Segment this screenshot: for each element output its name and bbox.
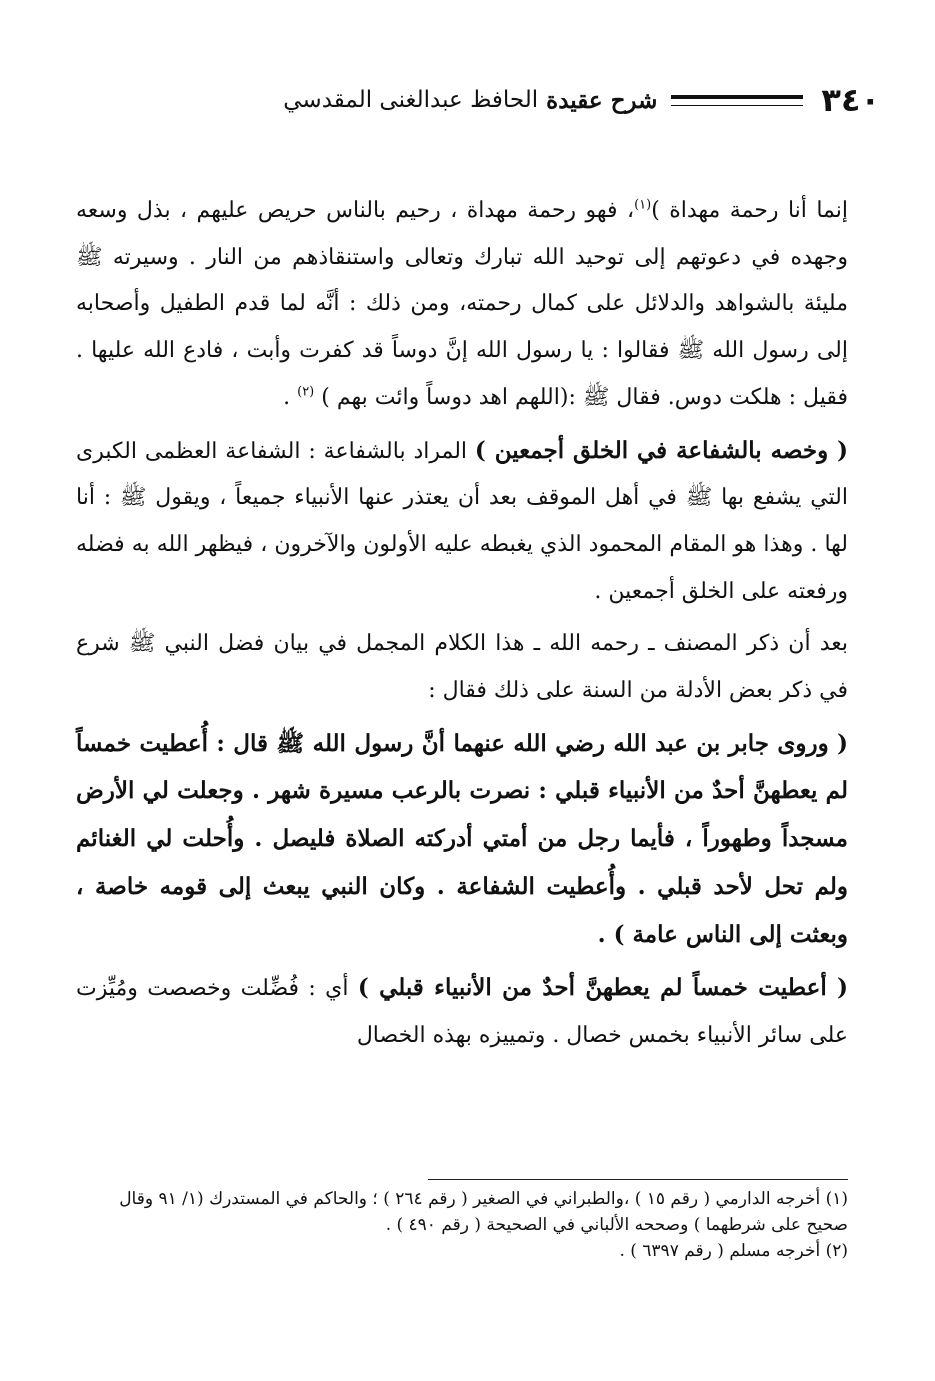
matn-quote-5: ( أعطيت خمساً لم يعطهنَّ أحدٌ من الأنبياء قبلي ) — [357, 974, 848, 1002]
paragraph-2-text: المراد بالشفاعة : الشفاعة العظمى الكبرى التي يشفع بها ﷺ في أهل الموقف بعد أن يعتذر عنها الأنبياء جميعاً ، ويقول ﷺ : أنا لها . وهذا هو المقام المحمود الذي يغبطه عليه الأولون والآخرون ، فيظهر الله به فضله ورفعته على الخلق أجمعين . — [76, 438, 848, 604]
footnote-separator — [428, 1179, 848, 1180]
paragraph-3 — [76, 621, 848, 714]
footnotes — [76, 1186, 848, 1264]
running-title: شرح عقيدة — [546, 86, 658, 114]
footnote-2: (٢) أخرجه مسلم ( رقم ٦٣٩٧ ) . — [619, 1241, 848, 1261]
footnote-ref-2: (٢) — [297, 384, 315, 400]
paragraph-3-text: بعد أن ذكر المصنف ـ رحمه الله ـ هذا الكلام المجمل في بيان فضل النبي ﷺ شرع في ذكر بعض الأدلة من السنة على ذلك فقال : — [76, 631, 848, 704]
footnote-1: (١) أخرجه الدارمي ( رقم ١٥ ) ،والطبراني في الصغير ( رقم ٢٦٤ ) ؛ والحاكم في المستدرك (١/ ٩١ وقال صحيح على شرطهما ) وصححه الألباني في الصحيحة ( رقم ٤٩٠ ) . — [119, 1189, 848, 1235]
header-rule — [671, 95, 803, 106]
paragraph-1-start: إنما أنا رحمة مهداة ) — [651, 198, 849, 223]
main-text — [76, 188, 848, 1060]
paragraph-1 — [76, 188, 848, 422]
paragraph-5-text: أي : فُضِّلت وخصصت ومُيِّزت على سائر الأنبياء بخمس خصال . وتمييزه بهذه الخصال — [76, 976, 848, 1048]
matn-quote-2: ( وخصه بالشفاعة في الخلق أجمعين ) — [474, 436, 848, 464]
paragraph-5 — [76, 965, 848, 1059]
paragraph-1-text: ، فهو رحمة مهداة ، رحيم بالناس حريص عليهم ، بذل وسعه وجهده في دعوتهم إلى توحيد الله تبارك وتعالى واستنقاذهم من النار . وسيرته ﷺ مليئة بالشواهد والدلائل على كمال رحمته، ومن ذلك : أنَّه لما قدم الطفيل وأصحابه إلى رسول الله ﷺ فقالوا : يا رسول الله إنَّ دوساً قد كفرت وأبت ، فادع الله عليها . فقيل : هلكت دوس. فقال ﷺ :(اللهم اهد دوساً وائت بهم ) — [76, 198, 849, 410]
footnote-ref-1: (١) — [634, 197, 652, 213]
paragraph-4 — [76, 721, 848, 960]
running-author: الحافظ عبدالغنى المقدسي — [283, 87, 539, 113]
paragraph-2 — [76, 428, 848, 616]
page-number: ٣٤٠ — [821, 81, 880, 119]
paragraph-1-end: . — [283, 384, 291, 410]
hadith-quote: ( وروى جابر بن عبد الله رضي الله عنهما أنَّ رسول الله ﷺ قال : أُعطيت خمساً لم يعطهنَّ أحدٌ من الأنبياء قبلي : نصرت بالرعب مسيرة شهر . وجعلت لي الأرض مسجداً وطهوراً ، فأيما رجل من أمتي أدركته الصلاة فليصل . وأُحلت لي الغنائم ولم تحل لأحد قبلي . وأُعطيت الشفاعة . وكان النبي يبعث إلى قومه خاصة ، وبعثت إلى الناس عامة ) . — [76, 729, 848, 948]
page-header — [38, 78, 880, 122]
